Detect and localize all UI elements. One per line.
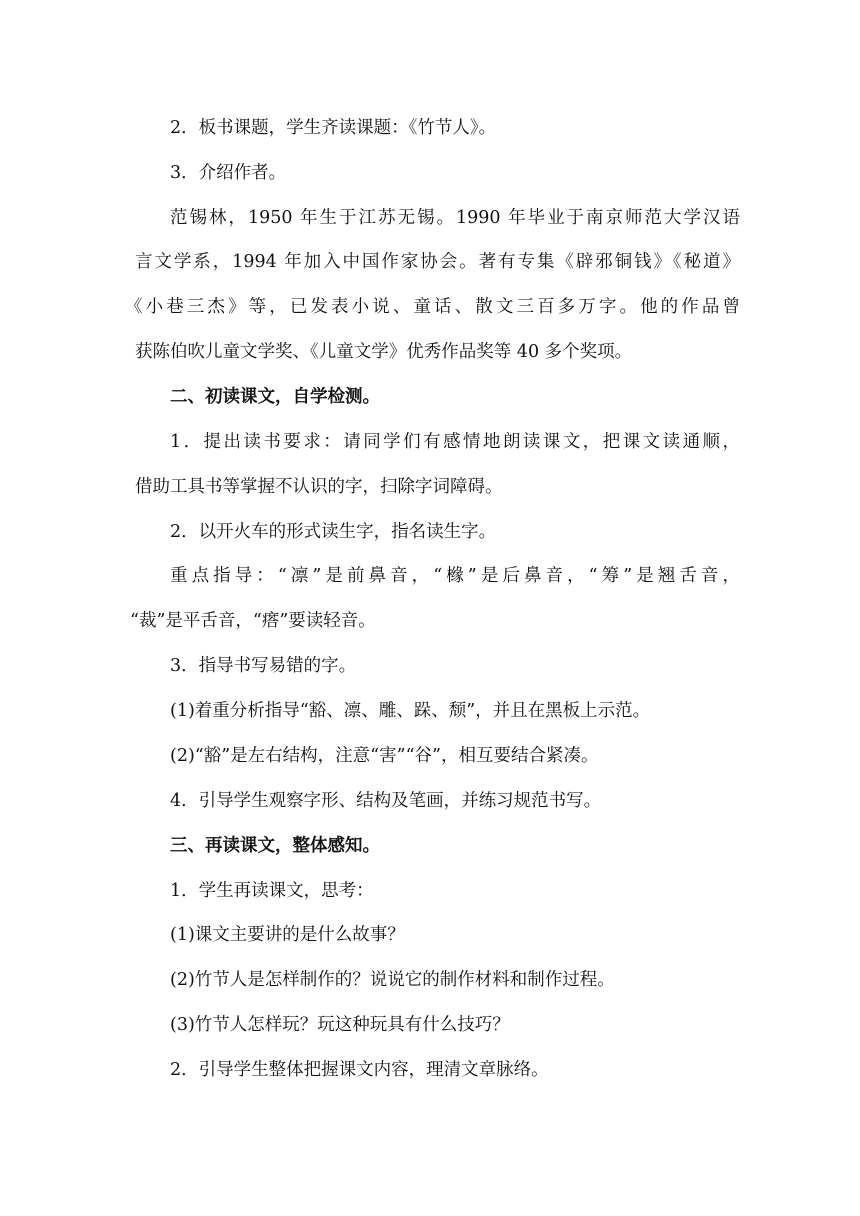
writing-guide-item-2: (2)“豁”是左右结构，注意“害”“谷”，相互要结合紧凑。 bbox=[170, 746, 599, 766]
paragraph-train-reading: 2．以开火车的形式读生字，指名读生字。 bbox=[170, 522, 497, 542]
pronunciation-guide-line-2: “裁”是平舌音，“瘩”要读轻音。 bbox=[130, 611, 376, 631]
writing-guide-item-1: (1)着重分析指导“豁、凛、雕、跺、颓”，并且在黑板上示范。 bbox=[170, 701, 651, 721]
author-bio-line-2: 言文学系，1994 年加入中国作家协会。著有专集《辟邪铜钱》《秘道》 bbox=[135, 252, 740, 272]
pronunciation-guide-line-1: 重点指导：“凛”是前鼻音，“橼”是后鼻音，“筹”是翘舌音， bbox=[170, 566, 740, 586]
question-item-1: (1)课文主要讲的是什么故事？ bbox=[170, 925, 405, 945]
question-item-3: (3)竹节人怎样玩？玩这种玩具有什么技巧？ bbox=[170, 1015, 510, 1035]
paragraph-author-intro-heading: 3．介绍作者。 bbox=[170, 163, 287, 183]
paragraph-writing-guide: 3．指导书写易错的字。 bbox=[170, 656, 357, 676]
reading-requirement-line-2: 借助工具书等掌握不认识的字，扫除字词障碍。 bbox=[135, 477, 503, 497]
paragraph-grasp-content: 2．引导学生整体把握课文内容，理清文章脉络。 bbox=[170, 1060, 549, 1080]
reading-requirement-line-1: 1．提出读书要求：请同学们有感情地朗读课文，把课文读通顺， bbox=[170, 432, 740, 452]
section-heading-second-reading: 三、再读课文，整体感知。 bbox=[170, 836, 380, 856]
author-bio-line-1: 范锡林，1950 年生于江苏无锡。1990 年毕业于南京师范大学汉语 bbox=[170, 208, 740, 228]
paragraph-reread-think: 1．学生再读课文，思考： bbox=[170, 881, 374, 901]
paragraph-board-title: 2．板书课题，学生齐读课题：《竹节人》。 bbox=[170, 118, 497, 138]
author-bio-line-3: 《小巷三杰》等，已发表小说、童话、散文三百多万字。他的作品曾 bbox=[125, 297, 740, 317]
paragraph-observe-practice: 4．引导学生观察字形、结构及笔画，并练习规范书写。 bbox=[170, 791, 602, 811]
author-bio-line-4: 获陈伯吹儿童文学奖、《儿童文学》优秀作品奖等 40 多个奖项。 bbox=[135, 342, 633, 362]
section-heading-first-reading: 二、初读课文，自学检测。 bbox=[170, 387, 380, 407]
question-item-2: (2)竹节人是怎样制作的？说说它的制作材料和制作过程。 bbox=[170, 970, 615, 990]
